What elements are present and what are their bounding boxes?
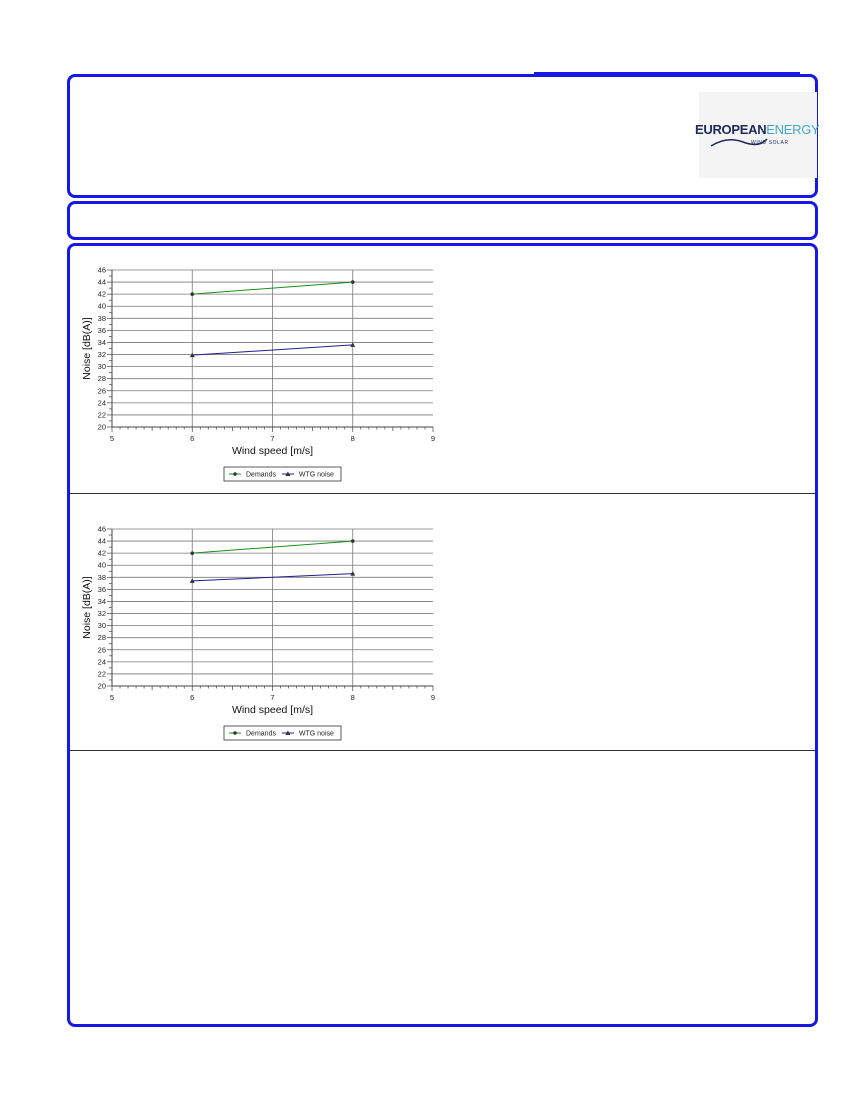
data-point [351,280,355,284]
legend-label: WTG noise [298,730,334,738]
y-tick-label: 22 [97,669,106,679]
european-energy-logo [695,92,820,178]
x-axis-title: Wind speed [m/s] [231,704,314,716]
y-tick-label: 30 [97,621,106,631]
y-tick-label: 20 [97,681,106,691]
y-tick-label: 38 [97,572,106,582]
y-tick-label: 38 [97,313,106,323]
x-tick-label: 6 [190,434,195,443]
noise-chart-1-svg [72,258,452,498]
data-point [190,292,194,296]
y-tick-label: 24 [97,398,106,408]
x-tick-label: 8 [350,434,355,443]
legend-swatch-marker [233,731,237,735]
chart-legend [224,726,341,740]
x-tick-label: 5 [109,434,115,443]
y-tick-label: 42 [97,548,106,558]
logo-wordmark: EUROPEANENERGY [695,122,820,137]
data-point [351,539,355,543]
y-tick-label: 36 [97,325,106,335]
x-tick-label: 5 [109,693,115,702]
legend-label: Demands [246,471,276,479]
y-tick-label: 32 [97,609,106,619]
x-axis-title: Wind speed [m/s] [231,445,314,457]
x-tick-label: 6 [190,693,195,702]
y-tick-label: 46 [97,265,106,275]
x-tick-label: 7 [270,693,275,702]
y-tick-label: 46 [97,524,106,534]
y-tick-label: 26 [97,386,106,396]
noise-chart-2 [72,517,452,757]
noise-chart-2-svg [72,517,452,757]
y-axis-title: Noise [dB(A)] [81,576,93,639]
chart-legend [224,467,341,481]
y-tick-label: 36 [97,584,106,594]
y-axis-title: Noise [dB(A)] [81,317,93,380]
y-tick-label: 40 [97,560,106,570]
x-tick-label: 9 [430,434,436,443]
y-tick-label: 44 [97,536,106,546]
x-tick-label: 9 [430,693,436,702]
report-title-box [67,201,818,240]
y-tick-label: 40 [97,301,106,311]
x-tick-label: 7 [270,434,275,443]
y-tick-label: 32 [97,350,106,360]
legend-label: WTG noise [298,471,334,479]
y-tick-label: 34 [97,337,106,347]
y-tick-label: 34 [97,596,106,606]
y-tick-label: 28 [97,374,106,384]
y-tick-label: 20 [97,422,106,432]
y-tick-label: 44 [97,277,106,287]
y-tick-label: 22 [97,410,106,420]
y-tick-label: 26 [97,645,106,655]
noise-chart-1 [72,258,452,498]
data-point [190,551,194,555]
y-tick-label: 30 [97,362,106,372]
legend-label: Demands [246,730,276,738]
x-tick-label: 8 [350,693,355,702]
legend-swatch-marker [233,472,237,476]
y-tick-label: 28 [97,633,106,643]
logo-tagline: WIND SOLAR [751,140,789,146]
y-tick-label: 24 [97,657,106,667]
y-tick-label: 42 [97,289,106,299]
